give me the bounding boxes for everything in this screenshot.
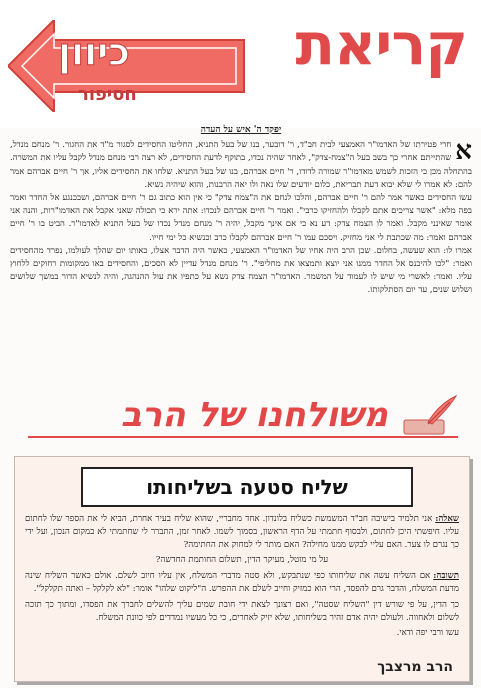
qa-title: שליח סטעה בשליחותו bbox=[146, 475, 348, 499]
banner-title: משולחנו של הרב bbox=[121, 395, 388, 435]
story-paragraph bbox=[10, 136, 472, 192]
answer-label: תשובה: bbox=[433, 571, 459, 582]
question-label: שאלה: bbox=[435, 514, 459, 524]
answer-closing: עשו ורבי יפה ודאי. bbox=[396, 628, 459, 639]
qa-box bbox=[14, 456, 470, 682]
signature: הרב מרצבך bbox=[377, 659, 453, 675]
magazine-title-second: כיוון bbox=[58, 30, 130, 74]
quill-icon bbox=[398, 394, 458, 438]
qa-body bbox=[25, 513, 459, 643]
magazine-title: קריאת bbox=[295, 10, 467, 78]
story-heading: יפקד ה' איש על העדה bbox=[200, 125, 282, 135]
qa-title-frame bbox=[81, 467, 413, 507]
banner-divider bbox=[28, 436, 458, 438]
question-text: אני תלמיד בישיבה חב"ד המשמשת כשליח בלונדון. אחד מחבריי, שהוא שליח בעיר אחרת, הביא לי את הספר שלו לחתום עליו. חיפשתי היכן לחתום, ולבסוף חתמתי על הדף הראשון, בסמוך לשמו. לאחר זמן, התברר לי שחתמתי לא במקום הנכון, ועל ידי כך נגרם לו צער. האם עליי לבקש ממנו מחילה? האם מותר לי למחוק את החתימה? bbox=[25, 514, 459, 550]
header bbox=[0, 0, 481, 128]
section-banner bbox=[18, 392, 468, 442]
dropcap: א bbox=[455, 136, 472, 167]
answer-block bbox=[25, 570, 459, 596]
question-block bbox=[25, 513, 459, 551]
question-note: על מי מוטל, מעיקר הדין, תשלום החותמת החדשה? bbox=[155, 555, 329, 566]
answer-text: אם השליח עשה את שליחותו כפי שנתבקש, ולא סטה מדברי המשלח, אין עליו חיוב לשלם. אולם כאשר השליח שינה מדעת המשלח, והדבר גרם להפסד, הרי הוא כמזיק וחייב לשלם את ההפרש. ה"ליקוט שלהו" אומר: "לא לקלקל – ואתה תקלקל". bbox=[25, 571, 459, 594]
magazine-subtitle: חסיפור bbox=[78, 84, 137, 105]
story-section bbox=[10, 124, 472, 298]
story-paragraph: עשו החסידים כאשר אמר להם ר' חיים אברהם, והלכו לנחם את ה"צמח צדק" כי אין הוא כתוב גם ר' חיים אברהם, ושבכנגע אל החדר ואמר בפה מלא: "אשר צריכים אתם לקבלו ולהחזיקו כרבי". ואמר ר' חיים אברהם לנכדו: אתה ירא כי תכולה שאני אקבל את האדמו"רות, והנה אני אומר שאינני מקבל. ואמר לו הצמח צדק: דע נא כי אם אינך מקבל, יהיה ר' מנחם מנדל נכדו של בעל התניא לאדמו"ר. הביט בו ר' חיים אברהם ואמר: מה שכתבת לי אני מחזיק. ויסכם עמו ר' חיים אברהם לקבלו כרב וכנשיא כל ימי חייו. bbox=[10, 193, 472, 243]
answer-continued: כך הדין, על פי שורש דין "השליח שסטה", ואם רצונך לצאת ידי חובת שמים עליך להשלים לחברך את הפסדו, ומתוך כך תזכה לשלום ולאחווה. ולעולם יהיה אדם זהיר בשליחותו, שלא יזיק לאחרים, כי כל מעשיו נמדדים לפי כוונת המשלח. bbox=[25, 599, 459, 623]
story-paragraph-text: חרי פטירתו של האדמו"ר האמצעי לבית חב"ד, ר' דובער, בנו של בעל התניא, החליטו החסידים לסגור מ"ד את החגור. ר' מנחם מנדל, שהתייתם אחרי כך בשב בעל ה"צמח-צדק", לאחר שהיה נכדו, בתוקף לדעת החסידים, לא רצה רבי מנחם מנדל לקבל עליו את המשרה. בהתחלה מכן כי הזכות לשמש מאדמו"ר שמורה לדודו, ר' חיים אברהם, בנו של בעל התניא. שלחו את החסידים אליו, אך ר' חיים אברהם אמר להם: לא אמרו לי שלא יבוא דעת תבריאת, כלום יודעים שלו נאה ולו יאה הרבנות, והוא שיהיה נשיא. bbox=[10, 140, 472, 190]
story-paragraph: אמרו לו: הוא שעשה, בחלום. שכן הרב היה אחיו של האדמו"ר האמצעי, כאשר היה הדבר אצלו, כאותו יום שהלך לעולמו, נפרד מהחסידים ואמר: "לכו להיכנס אל החדר ממנו אני יוצא ותמצאו את מחליפי". ר' מנחם מנדל עדיין לא הסכים, והחסידים באו ממקומות רחוקים ללחוץ עליו. ואמר: לאשרי מי שיש לו לעמוד על המשמר. האדמו"ר הצמח צדק נשא על כתפיו את עול ההנהגה, והיה לנשיא הדור במשך שלושים ושלוש שנים, עד יום הסתלקותו. bbox=[10, 245, 472, 296]
